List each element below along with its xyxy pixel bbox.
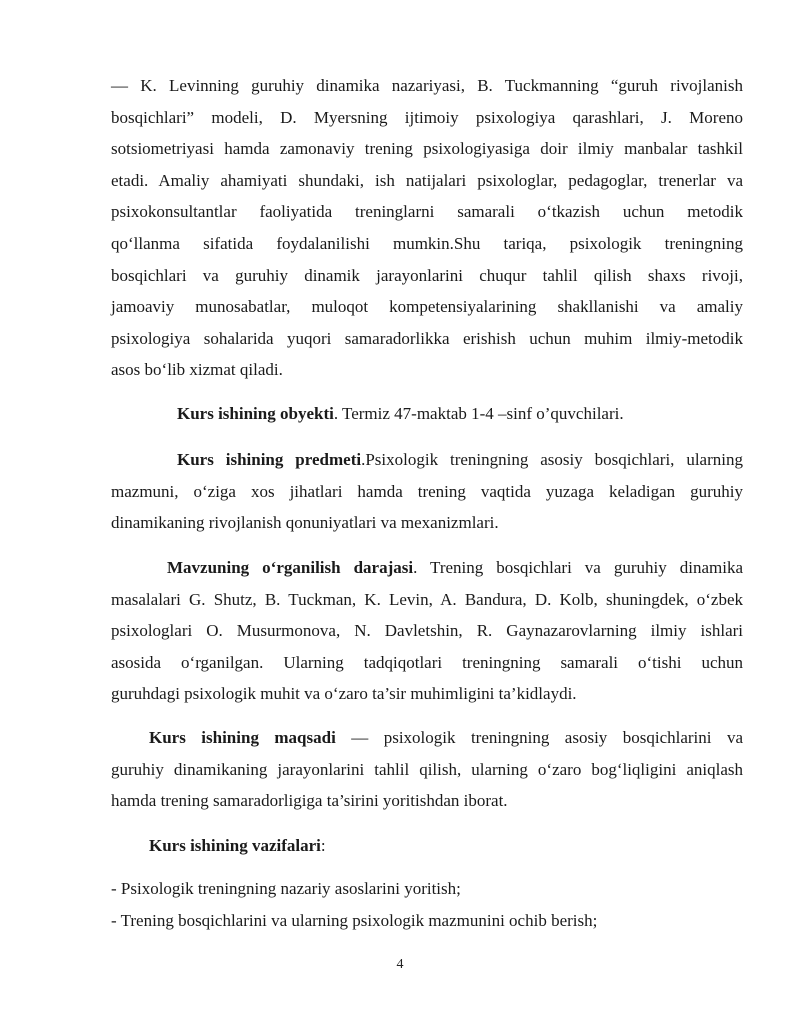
- text-line: asos bo‘lib xizmat qiladi.: [111, 360, 283, 380]
- text-line: [111, 444, 743, 476]
- text-line: qo‘llanma sifatida foydalanilishi mumkin.Shu tariqa, psixologik treningning: [111, 233, 743, 253]
- text-line: masalalari G. Shutz, B. Tuckman, K. Levin, A. Bandura, D. Kolb, shuningdek, o‘zbek: [111, 589, 743, 609]
- text-line: guruhdagi psixologik muhit va o‘zaro ta’sir muhimligini ta’kidlaydi.: [111, 684, 577, 704]
- text-line: [111, 398, 743, 430]
- mavzu-text: . Trening bosqichlari va guruhiy dinamika: [413, 558, 743, 577]
- list-item: - Trening bosqichlarini va ularning psixologik mazmunini ochib berish;: [111, 910, 598, 930]
- obyekt-text: . Termiz 47-maktab 1-4 –sinf o’quvchilari.: [333, 404, 624, 423]
- list-item: - Psixologik treningning nazariy asoslarini yoritish;: [111, 879, 461, 898]
- intro-paragraph: [111, 70, 743, 386]
- vazifa-label: Kurs ishining vazifalari: [149, 836, 321, 855]
- text-line: mazmuni, o‘ziga xos jihatlari hamda trening vaqtida yuzaga keladigan guruhiy: [111, 481, 743, 501]
- text-line: hamda trening samaradorligiga ta’sirini yoritishdan iborat.: [111, 791, 508, 811]
- text-line: bosqichlari” modeli, D. Myersning ijtimoiy psixologiya qarashlari, J. Moreno: [111, 107, 743, 127]
- vazifa-heading: [111, 830, 743, 862]
- predmet-paragraph: [111, 444, 743, 539]
- maqsad-text: — psixologik treningning asosiy bosqichlarini va: [335, 728, 743, 747]
- text-line: psixologiya sohalarida yuqori samaradorlikka erishish uchun muhim ilmiy-metodik: [111, 328, 743, 348]
- obyekt-paragraph: [111, 398, 743, 430]
- text-line: psixokonsultantlar faoliyatida treninglarni samarali o‘tkazish uchun metodik: [111, 202, 743, 222]
- text-line: guruhiy dinamikaning jarayonlarini tahlil qilish, ularning o‘zaro bog‘liqligini aniqlash: [111, 759, 743, 779]
- predmet-text: .Psixologik treningning asosiy bosqichlari, ularning: [361, 450, 743, 469]
- text-line: sotsiometriyasi hamda zamonaviy trening psixologiyasiga doir ilmiy manbalar tashkil: [111, 139, 743, 159]
- text-line: dinamikaning rivojlanish qonuniyatlari va mexanizmlari.: [111, 513, 499, 533]
- text-line: psixologlari O. Musurmonova, N. Davletshin, R. Gaynazarovlarning ilmiy ishlari: [111, 621, 743, 641]
- maqsad-paragraph: [111, 722, 743, 817]
- mavzu-paragraph: [111, 552, 743, 710]
- mavzu-label: Mavzuning o‘rganilish darajasi: [167, 558, 414, 577]
- page-number: 4: [396, 957, 404, 972]
- vazifa-colon: :: [320, 836, 326, 855]
- task-list: [111, 873, 743, 936]
- text-line: [111, 830, 743, 862]
- text-line: etadi. Amaliy ahamiyati shundaki, ish natijalari psixologlar, pedagoglar, trenerlar va: [111, 170, 743, 190]
- maqsad-label: Kurs ishining maqsadi: [149, 728, 336, 747]
- text-line: asosida o‘rganilgan. Ularning tadqiqotlari treningning samarali o‘tishi uchun: [111, 652, 743, 672]
- predmet-label: Kurs ishining predmeti: [177, 450, 362, 469]
- obyekt-label: Kurs ishining obyekti: [177, 404, 334, 423]
- text-line: [111, 552, 743, 584]
- text-line: bosqichlari va guruhiy dinamik jarayonlarini chuqur tahlil qilish shaxs rivoji,: [111, 265, 743, 285]
- text-line: jamoaviy munosabatlar, muloqot kompetensiyalarining shakllanishi va amaliy: [111, 297, 743, 317]
- text-line: [111, 722, 743, 754]
- text-line: — K. Levinning guruhiy dinamika nazariyasi, B. Tuckmanning “guruh rivojlanish: [111, 76, 743, 95]
